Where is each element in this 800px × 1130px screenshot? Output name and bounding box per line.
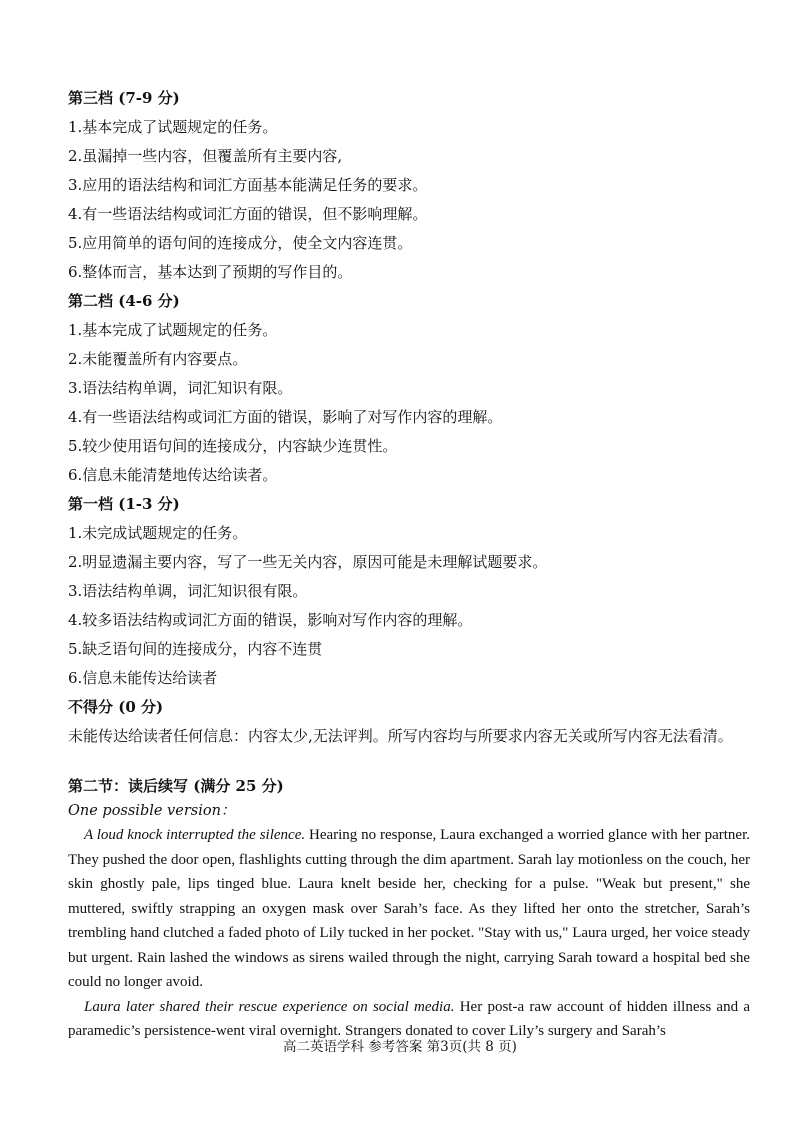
tier3-item-1: 1.基本完成了试题规定的任务。 bbox=[68, 118, 278, 136]
tier2-item-1: 1.基本完成了试题规定的任务。 bbox=[68, 321, 278, 339]
paragraph2-body: Her post-a raw account of hidden illness and a paramedic’s persistence-went viral overnight. Strangers donated to cover Lily’s surgery and Sarah’s bbox=[68, 998, 750, 1039]
paragraph1-lead-sentence: A loud knock interrupted the silence. bbox=[84, 827, 306, 843]
tier3-item-2: 2.虽漏掉一些内容，但覆盖所有主要内容, bbox=[68, 147, 343, 165]
section2-title: 第二节：读后续写 (满分 25 分) bbox=[68, 777, 284, 795]
scoring-document bbox=[68, 84, 750, 1044]
version-label: One possible version： bbox=[68, 803, 236, 819]
tier1-item-1: 1.未完成试题规定的任务。 bbox=[68, 524, 248, 542]
tier3-item-6: 6.整体而言，基本达到了预期的写作目的。 bbox=[68, 263, 353, 281]
tier1-item-4: 4.较多语法结构或词汇方面的错误，影响对写作内容的理解。 bbox=[68, 611, 473, 629]
paragraph1-body: Hearing no response, Laura exchanged a worried glance with her partner. They pushed the door open, flashlights cutting through the dim apartment. Sarah lay motionless on the couch, her skin ghostly pale, lips tinged blue. Laura knelt beside her, checking for a pulse. "Weak but present," she muttered, swiftly strapping an oxygen mask over Sarah’s face. As they lifted her onto the stretcher, Sarah’s trembling hand clutched a faded photo of Lily tucked in her pocket. "Stay with us," Laura urged, her voice steady but urgent. Rain lashed the windows as sirens wailed through the night, carrying Sarah toward a hospital bed she could no longer avoid. bbox=[68, 827, 751, 990]
tier0-heading: 不得分 (0 分) bbox=[68, 698, 164, 716]
tier3-item-5: 5.应用简单的语句间的连接成分，使全文内容连贯。 bbox=[68, 234, 413, 252]
tier1-item-3: 3.语法结构单调，词汇知识很有限。 bbox=[68, 582, 308, 600]
paragraph2-lead-sentence: Laura later shared their rescue experience on social media. bbox=[84, 998, 455, 1015]
page-footer: 高二英语学科 参考答案 第3页(共 8 页) bbox=[283, 1039, 517, 1055]
tier3-heading: 第三档 (7-9 分) bbox=[68, 89, 180, 107]
tier2-heading: 第二档 (4-6 分) bbox=[68, 292, 180, 310]
tier1-item-5: 5.缺乏语句间的连接成分，内容不连贯 bbox=[68, 640, 323, 658]
tier2-item-2: 2.未能覆盖所有内容要点。 bbox=[68, 350, 248, 368]
tier2-item-5: 5.较少使用语句间的连接成分，内容缺少连贯性。 bbox=[68, 437, 398, 455]
tier2-item-3: 3.语法结构单调，词汇知识有限。 bbox=[68, 379, 293, 397]
essay-paragraph-1 bbox=[68, 823, 750, 995]
tier1-item-6: 6.信息未能传达给读者 bbox=[68, 669, 218, 687]
tier1-item-2: 2.明显遗漏主要内容，写了一些无关内容，原因可能是未理解试题要求。 bbox=[68, 553, 548, 571]
tier3-item-3: 3.应用的语法结构和词汇方面基本能满足任务的要求。 bbox=[68, 176, 428, 194]
tier1-heading: 第一档 (1-3 分) bbox=[68, 495, 180, 513]
tier0-description: 未能传达给读者任何信息：内容太少,无法评判。所写内容均与所要求内容无关或所写内容无法看清。 bbox=[68, 727, 733, 745]
section-spacer bbox=[68, 751, 750, 773]
tier3-item-4: 4.有一些语法结构或词汇方面的错误，但不影响理解。 bbox=[68, 205, 428, 223]
tier2-item-4: 4.有一些语法结构或词汇方面的错误，影响了对写作内容的理解。 bbox=[68, 408, 503, 426]
tier2-item-6: 6.信息未能清楚地传达给读者。 bbox=[68, 466, 278, 484]
